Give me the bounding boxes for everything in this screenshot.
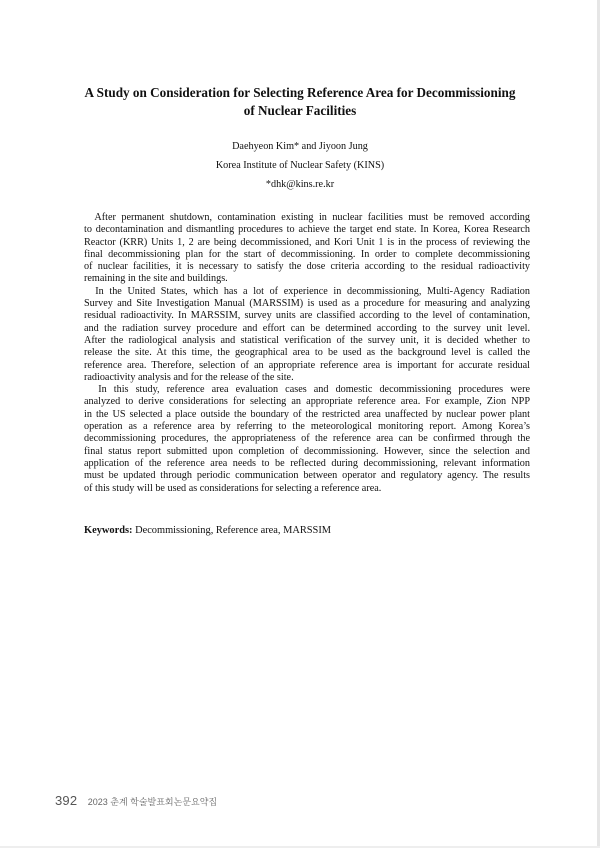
abstract-line: After permanent shutdown, contamination existing in nuclear facilities must be removed according (84, 212, 530, 223)
abstract-line: application of the reference area needs to be reflected during decommissioning, relevant information (84, 457, 530, 469)
abstract (84, 212, 530, 495)
email: *dhk@kins.re.kr (265, 179, 335, 190)
abstract-line: In this study, reference area evaluation cases and domestic decommissioning procedures were (84, 384, 530, 396)
abstract-line: decommissioning procedures, the appropriateness of the reference area can be confirmed through the (84, 433, 530, 445)
page-footer (55, 792, 217, 810)
abstract-line: of this study will be used as considerations for selecting a reference area. (84, 482, 382, 494)
keywords (84, 524, 530, 537)
abstract-line: final status report submitted upon completion of decommissioning. However, since the selection and (84, 445, 530, 457)
abstract-line: operation as a reference area by referring to the meteorological monitoring report. Among Korea’s (84, 421, 530, 433)
keywords-label: Keywords: (84, 525, 133, 536)
authors: Daehyeon Kim* and Jiyoon Jung (232, 141, 368, 152)
page-number: 392 (55, 793, 78, 808)
abstract-line: final decommissioning plan for the start of decommissioning. In order to complete decommissioning (84, 248, 530, 260)
abstract-line: After the radiological analysis and statistical verification of the survey unit, it is decided whether to (84, 334, 530, 346)
paper-title-line: of Nuclear Facilities (243, 103, 357, 118)
abstract-line: Reactor (KRR) Units 1, 2 are being decommissioned, and Kori Unit 1 is in the process of reviewing the (84, 236, 530, 248)
abstract-line: In the United States, which has a lot of experience in decommissioning, Multi-Agency Radiation (84, 285, 530, 297)
abstract-line: in the US selected a place outside the boundary of the restricted area unaffected by nuclear power plant (84, 408, 530, 420)
abstract-line: of nuclear facilities, it is necessary to satisfy the dose criteria according to the residual radioactivity (84, 261, 530, 273)
abstract-line: Survey and Site Investigation Manual (MARSSIM) is used as a procedure for measuring and analyzing (84, 298, 530, 310)
abstract-line: analyzed to derive considerations for selecting an appropriate reference area. For example, Zion NPP (84, 396, 530, 408)
abstract-line: reference area. Therefore, selection of an appropriate reference area is important for accurate residual (84, 359, 530, 371)
affiliation: Korea Institute of Nuclear Safety (KINS) (215, 160, 385, 171)
paper-title-line: A Study on Consideration for Selecting Reference Area for Decommissioning (84, 85, 516, 100)
abstract-line: must be updated through periodic communication between operator and regulatory agency. The results (84, 470, 530, 482)
abstract-line: radioactivity analysis and for the release of the site. (84, 371, 294, 383)
abstract-line: and the radiation survey procedure and effort can be determined according to the survey unit level. (84, 322, 530, 334)
keywords-text: Decommissioning, Reference area, MARSSIM (132, 525, 332, 536)
abstract-line: residual radioactivity. In MARSSIM, survey units are classified according to the level of contamination, (84, 310, 530, 322)
abstract-line: to decontamination and dismantling procedures to achieve the target end state. In Korea, Korea Research (84, 224, 530, 236)
publication-name: 2023 춘계 학술발표회논문요약집 (87, 797, 218, 807)
paper-title (50, 84, 550, 120)
abstract-line: release the site. At this time, the geographical area to be used as the background level is called the (84, 347, 530, 359)
abstract-line: remaining in the site and buildings. (84, 273, 228, 285)
